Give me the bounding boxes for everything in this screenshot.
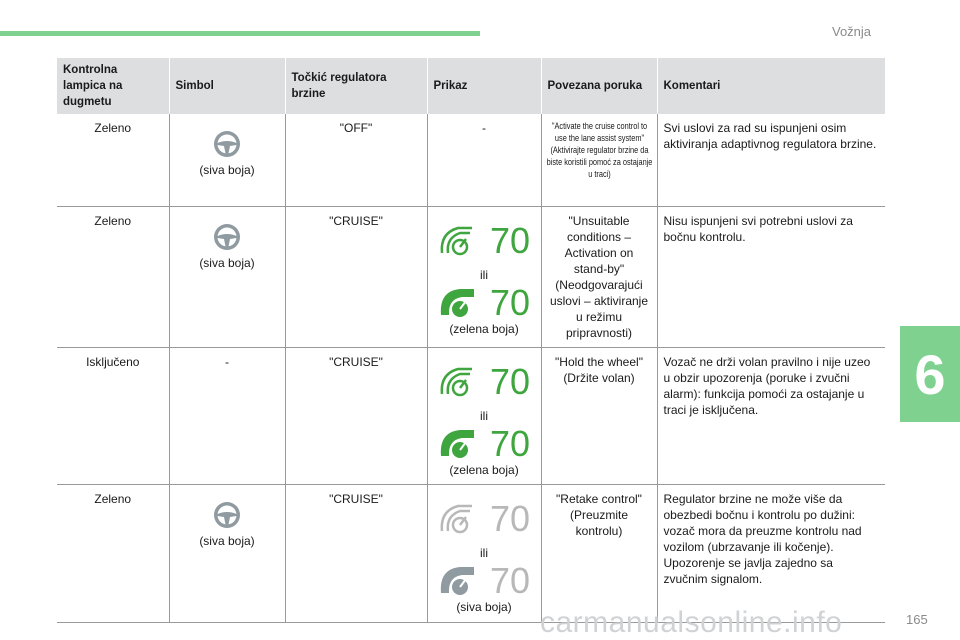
display-cell: - [427, 114, 541, 206]
table-row [57, 484, 885, 622]
lamp-cell: Isključeno [57, 347, 169, 484]
speed-display-filled [434, 422, 535, 464]
symbol-cell: - [169, 347, 285, 484]
comment-cell: Nisu ispunjeni svi potrebni uslovi za bočnu kontrolu. [657, 206, 885, 347]
wheel-cell: "CRUISE" [285, 206, 427, 347]
speedometer-filled-icon [438, 426, 478, 462]
column-header: Točkić regulatora brzine [285, 58, 427, 114]
or-label: ili [480, 545, 488, 560]
or-label: ili [480, 267, 488, 282]
column-header: Komentari [657, 58, 885, 114]
header-accent-bar [0, 31, 480, 36]
display-cell [427, 347, 541, 484]
speed-display-outline [434, 360, 535, 402]
steering-wheel-icon [213, 130, 241, 158]
speed-value: 70 [489, 281, 531, 323]
display-caption: (siva boja) [456, 599, 512, 614]
speedometer-filled-icon [438, 285, 478, 321]
wheel-cell: "CRUISE" [285, 347, 427, 484]
lamp-cell: Zeleno [57, 206, 169, 347]
page-number: 165 [906, 612, 928, 627]
speed-display-outline [434, 497, 535, 539]
symbol-caption: (siva boja) [199, 255, 255, 270]
wheel-cell: "OFF" [285, 114, 427, 206]
symbol-cell [169, 206, 285, 347]
speedometer-outline-icon [438, 364, 478, 400]
column-header: Prikaz [427, 58, 541, 114]
section-title: Vožnja [832, 24, 872, 39]
message-text: "Activate the cruise control to use the lane assist system" (Aktivirajte regulator brzine da biste koristili pomoć za ostajanje u traci) [546, 121, 652, 179]
message-cell: "Unsuitable conditions – Activation on stand-by" (Neodgovarajući uslovi – aktiviranje u režimu pripravnosti) [541, 206, 657, 347]
symbol-caption: (siva boja) [199, 533, 255, 548]
steering-wheel-icon [213, 223, 241, 251]
symbol-caption: (siva boja) [199, 163, 255, 177]
speedometer-outline-icon [438, 223, 478, 259]
speed-display-filled [434, 559, 535, 601]
speedometer-filled-icon [438, 563, 478, 599]
speed-value: 70 [489, 497, 531, 539]
display-caption: (zelena boja) [449, 462, 519, 477]
table-row [57, 347, 885, 484]
indicator-table [57, 58, 885, 623]
speed-value: 70 [489, 360, 531, 402]
table-row [57, 206, 885, 347]
speedometer-outline-icon [438, 501, 478, 537]
comment-cell: Svi uslovi za rad su ispunjeni osim aktiviranja adaptivnog regulatora brzine. [657, 114, 885, 206]
speed-value: 70 [489, 422, 531, 464]
column-header: Kontrolna lampica na dugmetu [57, 58, 169, 114]
or-label: ili [480, 408, 488, 423]
display-caption: (zelena boja) [449, 321, 519, 336]
speed-display-outline [434, 219, 535, 261]
column-header: Simbol [169, 58, 285, 114]
watermark: carmanualsonline.info [540, 606, 843, 639]
display-cell [427, 206, 541, 347]
lamp-cell: Zeleno [57, 484, 169, 622]
speed-value: 70 [489, 559, 531, 601]
message-cell: "Retake control" (Preuzmite kontrolu) [541, 484, 657, 622]
table-header-row [57, 58, 885, 114]
symbol-cell [169, 114, 285, 206]
chapter-tab: 6 [900, 326, 960, 422]
column-header: Povezana poruka [541, 58, 657, 114]
lamp-cell: Zeleno [57, 114, 169, 206]
comment-cell: Regulator brzine ne može više da obezbedi bočnu i kontrolu po dužini: vozač mora da preuzme kontrolu nad vozilom (ubrzavanje ili kočenje). Upozorenje se javlja zajedno sa zvučnim signalom. [657, 484, 885, 622]
speed-display-filled [434, 281, 535, 323]
symbol-cell [169, 484, 285, 622]
message-cell: "Hold the wheel" (Držite volan) [541, 347, 657, 484]
table-row [57, 114, 885, 206]
comment-cell: Vozač ne drži volan pravilno i nije uzeo u obzir upozorenja (poruke i zvučni alarm): funkcija pomoći za ostajanje u traci je isključena. [657, 347, 885, 484]
steering-wheel-icon [213, 501, 241, 529]
speed-value: 70 [489, 219, 531, 261]
wheel-cell: "CRUISE" [285, 484, 427, 622]
message-cell [541, 114, 657, 206]
display-cell [427, 484, 541, 622]
